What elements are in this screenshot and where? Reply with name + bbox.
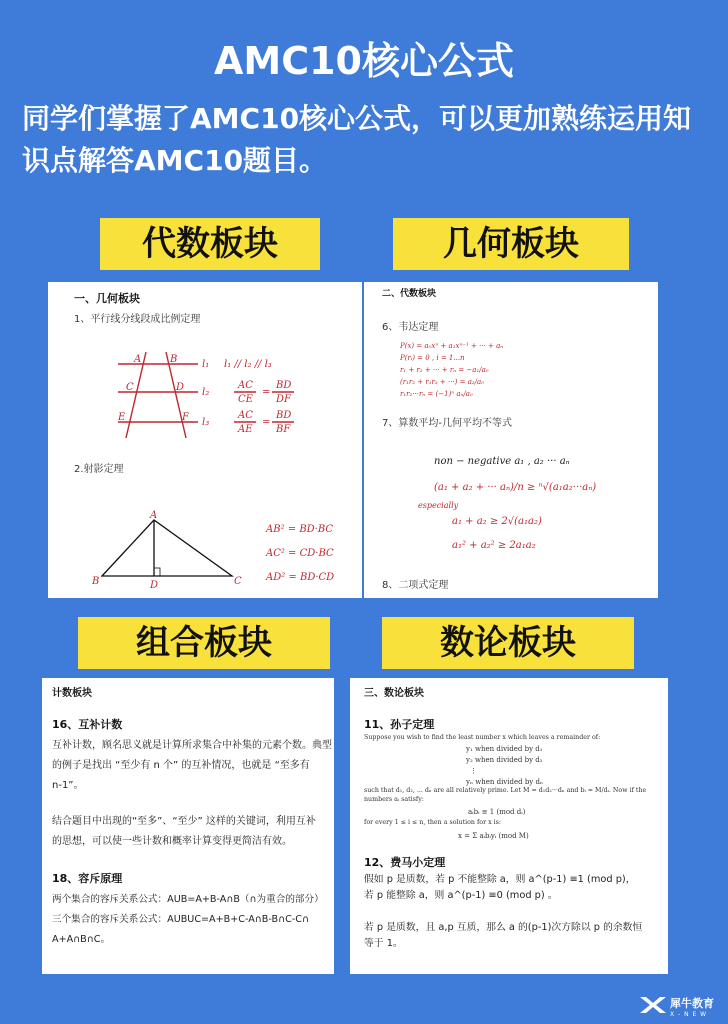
label-f: F: [182, 412, 189, 423]
ratio1-num2: BD: [276, 380, 292, 391]
crt-line: yₙ when divided by dₙ: [466, 778, 543, 786]
projection-figure: [48, 504, 362, 594]
theorem-title: 8、二项式定理: [382, 580, 449, 591]
ratio2-num: AC: [238, 410, 253, 421]
paragraph-line: 若 p 是质数，且 a,p 互质，那么 a 的(p-1)次方除以 p 的余数恒: [364, 922, 643, 933]
banner-number-theory: 数论板块: [382, 617, 634, 669]
amgm-line: especially: [418, 501, 459, 510]
label-l3: l₃: [202, 417, 210, 428]
projection-formula: AD² = BD·CD: [266, 572, 335, 583]
page-subtitle: 同学们掌握了AMC10核心公式，可以更加熟练运用知识点解答AMC10题目。: [22, 102, 692, 177]
banner-algebra: 代数板块: [100, 218, 320, 270]
ratio2-num2: BD: [276, 410, 292, 421]
paragraph-line: 三个集合的容斥关系公式：AUBUC=A+B+C-A∩B-B∩C-C∩: [52, 914, 309, 925]
crt-line: ⋮: [470, 767, 477, 775]
banner-geometry: 几何板块: [393, 218, 629, 270]
projection-formula: AC² = CD·BC: [266, 548, 334, 559]
crt-line: x = Σ aᵢbᵢyᵢ (mod M): [458, 832, 529, 840]
paragraph-line: 假如 p 是质数，若 p 不能整除 a，则 a^(p-1) ≡1 (mod p)，: [364, 874, 636, 885]
section-title: 11、孙子定理: [364, 718, 435, 731]
amgm-line: (a₁ + a₂ + ··· aₙ)/n ≥ ⁿ√(a₁a₂···aₙ): [434, 482, 597, 493]
crt-line: aᵢbᵢ ≡ 1 (mod dᵢ): [468, 808, 526, 816]
logo-subtext: X - N E W: [670, 1011, 708, 1018]
vieta-line: P(x) = a₀xⁿ + a₁xⁿ⁻¹ + ··· + aₙ: [400, 342, 504, 350]
theorem-title: 2.射影定理: [74, 464, 124, 475]
crt-line: Suppose you wish to find the least number x which leaves a remainder of:: [364, 734, 601, 741]
vieta-line: P(rᵢ) = 0 , i = 1...n: [400, 354, 465, 362]
section-title: 18、容斥原理: [52, 872, 123, 885]
ratio1-num: AC: [238, 380, 253, 391]
projection-formula: AB² = BD·BC: [266, 524, 334, 535]
paragraph-line: 互补计数，顾名思义就是计算所求集合中补集的元素个数。典型: [52, 740, 332, 751]
label-a: A: [134, 354, 142, 365]
ratio2-den: AE: [238, 424, 253, 435]
paragraph-line: 若 p 能整除 a，则 a^(p-1) ≡0 (mod p) 。: [364, 890, 558, 901]
label-e: E: [118, 412, 126, 423]
section-title: 12、费马小定理: [364, 856, 446, 869]
geometry-card: [48, 282, 362, 598]
logo-text: 犀牛教育: [670, 997, 714, 1010]
parallel-lines-figure: [48, 342, 362, 452]
page-title: AMC10核心公式: [214, 39, 514, 83]
amgm-line: non − negative a₁ , a₂ ··· aₙ: [434, 456, 570, 467]
paragraph-line: 的思想，可以使一些计数和概率计算变得更简洁有效。: [52, 836, 292, 847]
vieta-formulas: [364, 336, 658, 406]
ratio1-den: CE: [238, 394, 253, 405]
algebra-card: [364, 282, 658, 598]
card-heading: 计数板块: [52, 688, 92, 699]
label-l2: l₂: [202, 387, 210, 398]
crt-line: for every 1 ≤ i ≤ n, then a solution for x is:: [364, 819, 502, 826]
amgm-formulas: [364, 450, 658, 560]
paragraph-line: 等于 1。: [364, 938, 403, 949]
theorem-title: 1、平行线分线段成比例定理: [74, 314, 201, 325]
paragraph-line: A+A∩B∩C。: [52, 934, 111, 945]
svg-text:=: =: [262, 387, 271, 398]
amgm-line: a₁² + a₂² ≥ 2a₁a₂: [452, 540, 536, 551]
theorem-title: 7、算数平均-几何平均不等式: [382, 418, 512, 429]
ratio2-den2: BF: [276, 424, 291, 435]
label-l1: l₁: [202, 359, 210, 370]
vieta-line: r₁ + r₂ + ··· + rₙ = −a₁/a₀: [400, 366, 489, 374]
crt-line: y₁ when divided by d₁: [466, 745, 543, 753]
paragraph-line: 两个集合的容斥关系公式：AUB=A+B-A∩B（∩为重合的部分）: [52, 894, 324, 905]
crt-line: y₂ when divided by d₂: [466, 756, 543, 764]
card-heading: 二、代数板块: [382, 289, 437, 299]
card-heading: 三、数论板块: [364, 688, 424, 699]
paragraph-line: n-1”。: [52, 780, 84, 791]
paragraph-line: 结合题目中出现的“至多”、“至少” 这样的关键词，利用互补: [52, 816, 316, 827]
brand-logo: [670, 995, 714, 1018]
card-heading: 一、几何板块: [74, 292, 140, 305]
amgm-line: a₁ + a₂ ≥ 2√(a₁a₂): [452, 516, 542, 527]
theorem-title: 6、韦达定理: [382, 322, 439, 333]
label-d: D: [176, 382, 185, 393]
vertex-c: C: [234, 576, 242, 587]
ratio1-den2: DF: [276, 394, 291, 405]
banner-combinatorics: 组合板块: [78, 617, 330, 669]
label-c: C: [126, 382, 134, 393]
vertex-b: B: [92, 576, 100, 587]
vieta-line: r₁r₂···rₙ = (−1)ⁿ aₙ/a₀: [400, 390, 473, 398]
vertex-a: A: [150, 510, 158, 521]
vertex-d: D: [150, 580, 159, 591]
paragraph-line: 的例子是找出 “至少有 n 个” 的互补情况，也就是 “至多有: [52, 760, 310, 771]
svg-text:=: =: [262, 417, 271, 428]
crt-line: such that d₁, d₂, ... dₙ are all relatively prime. Let M = d₁d₂···dₙ and bᵢ = M/dᵢ. Now if the numbers aᵢ satisfy:: [364, 787, 647, 803]
x-logo-icon: [638, 995, 666, 1015]
label-b: B: [170, 354, 178, 365]
vieta-line: (r₁r₂ + r₁r₃ + ···) = a₂/a₀: [400, 378, 485, 386]
section-title: 16、互补计数: [52, 718, 123, 731]
parallel-note: l₁ // l₂ // l₃: [224, 359, 272, 370]
